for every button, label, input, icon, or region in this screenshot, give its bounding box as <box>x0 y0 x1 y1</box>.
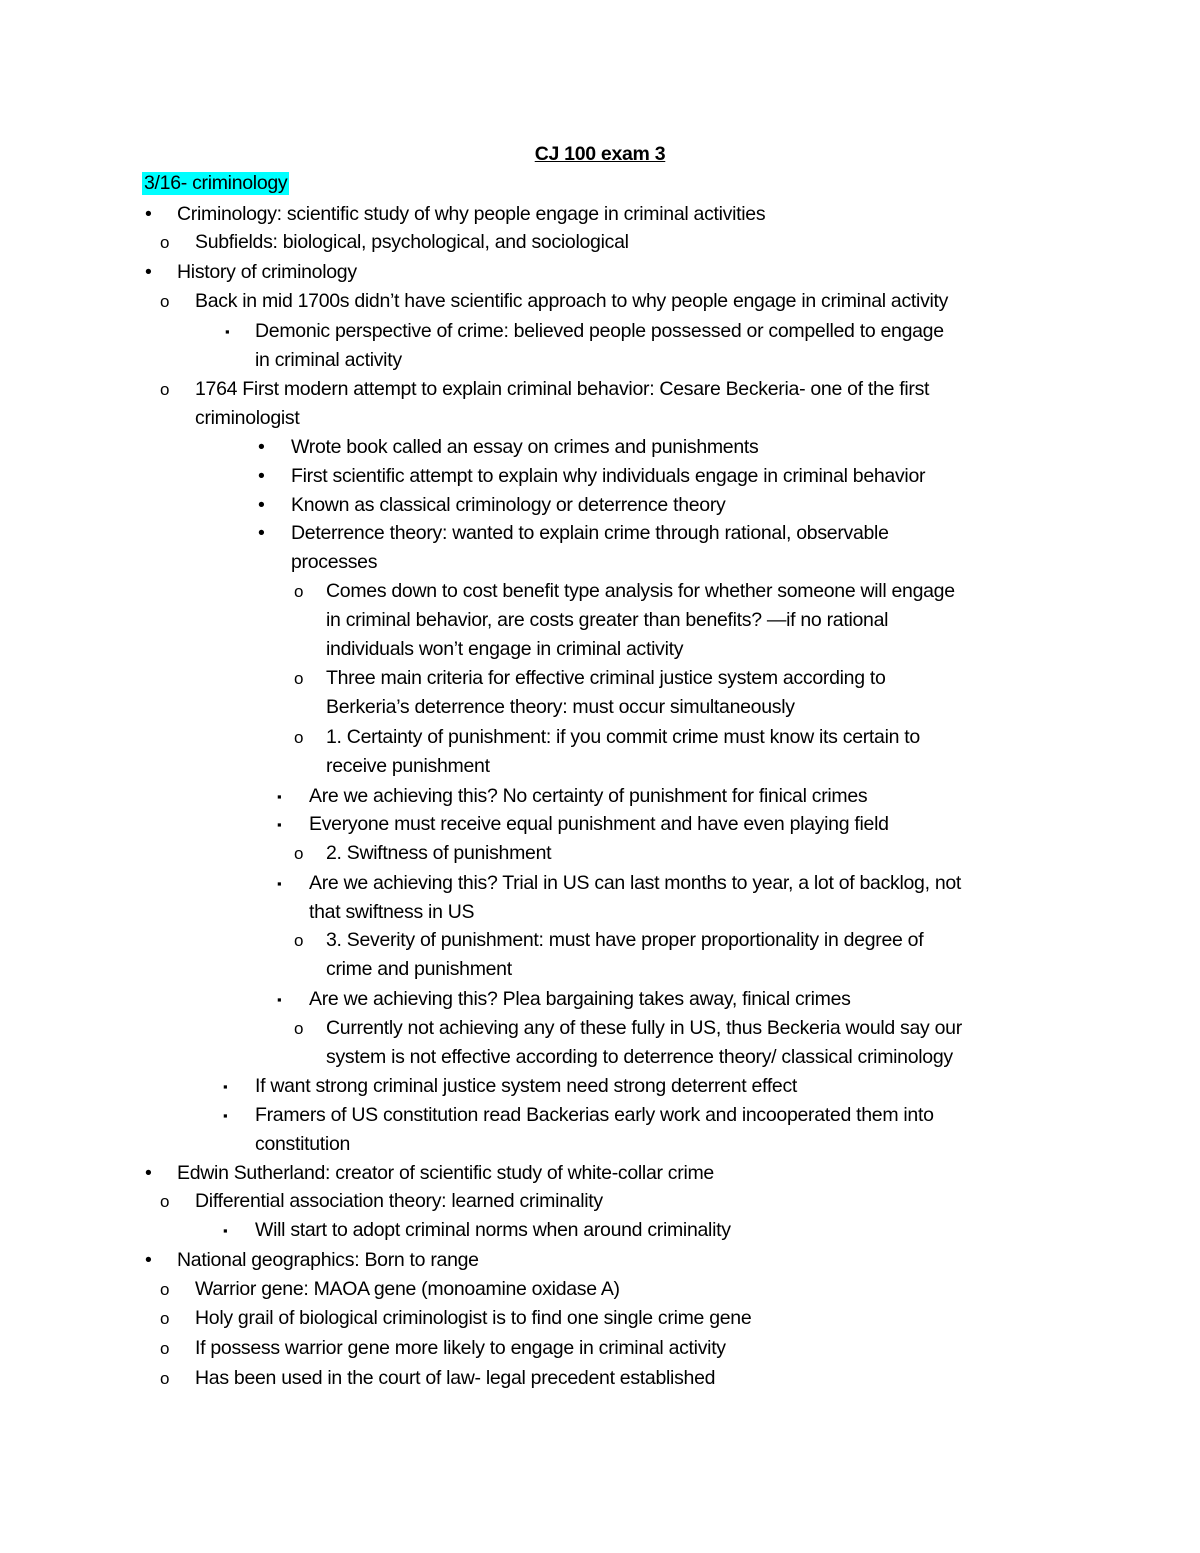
list-item-text: Berkeria’s deterrence theory: must occur simultaneously <box>326 696 795 718</box>
bullet-circle-icon: o <box>294 582 304 601</box>
bullet-disc-icon: • <box>145 203 152 225</box>
list-item-text: system is not effective according to deterrence theory/ classical criminology <box>326 1046 953 1068</box>
list-item-text: Are we achieving this? No certainty of punishment for finical crimes <box>309 785 868 807</box>
list-item-text: crime and punishment <box>326 958 512 980</box>
bullet-disc-icon: • <box>145 1249 152 1271</box>
list-item-text: Warrior gene: MAOA gene (monoamine oxidase A) <box>195 1278 620 1300</box>
bullet-circle-icon: o <box>160 380 170 399</box>
bullet-square-icon: ▪ <box>277 876 282 891</box>
list-item-text: National geographics: Born to range <box>177 1249 479 1271</box>
list-item-text: 1. Certainty of punishment: if you commit crime must know its certain to <box>326 726 920 748</box>
list-item-text: If possess warrior gene more likely to engage in criminal activity <box>195 1337 726 1359</box>
list-item-text: 1764 First modern attempt to explain criminal behavior: Cesare Beckeria- one of the first <box>195 378 930 400</box>
list-item-text: Back in mid 1700s didn’t have scientific approach to why people engage in criminal activity <box>195 290 949 312</box>
list-item-text: Has been used in the court of law- legal precedent established <box>195 1367 716 1389</box>
bullet-circle-icon: o <box>160 233 170 252</box>
list-item-text: Framers of US constitution read Backerias early work and incooperated them into <box>255 1104 934 1126</box>
list-item-text: Three main criteria for effective criminal justice system according to <box>326 667 886 689</box>
bullet-circle-icon: o <box>294 844 304 863</box>
list-item-text: in criminal behavior, are costs greater than benefits? —if no rational <box>326 609 889 631</box>
document-title: CJ 100 exam 3 <box>534 143 666 165</box>
list-item-text: in criminal activity <box>255 349 402 371</box>
bullet-disc-icon: • <box>145 261 152 283</box>
list-item-text: History of criminology <box>177 261 357 283</box>
bullet-disc-icon: • <box>258 436 265 458</box>
list-item-text: 3. Severity of punishment: must have proper proportionality in degree of <box>326 929 924 951</box>
list-item-text: Are we achieving this? Trial in US can last months to year, a lot of backlog, not <box>309 872 962 894</box>
list-item-text: Wrote book called an essay on crimes and punishments <box>291 436 759 458</box>
bullet-circle-icon: o <box>294 1019 304 1038</box>
bullet-circle-icon: o <box>160 1192 170 1211</box>
bullet-circle-icon: o <box>160 1309 170 1328</box>
list-item-text: Holy grail of biological criminologist is to find one single crime gene <box>195 1307 752 1329</box>
list-item-text: Are we achieving this? Plea bargaining takes away, finical crimes <box>309 988 851 1010</box>
bullet-disc-icon: • <box>145 1162 152 1184</box>
bullet-square-icon: ▪ <box>277 789 282 804</box>
list-item-text: Deterrence theory: wanted to explain crime through rational, observable <box>291 522 889 544</box>
list-item-text: Subfields: biological, psychological, and sociological <box>195 231 629 253</box>
list-item-text: individuals won’t engage in criminal activity <box>326 638 684 660</box>
list-item-text: Everyone must receive equal punishment and have even playing field <box>309 813 889 835</box>
bullet-circle-icon: o <box>160 292 170 311</box>
list-item-text: First scientific attempt to explain why individuals engage in criminal behavior <box>291 465 926 487</box>
bullet-disc-icon: • <box>258 522 265 544</box>
bullet-circle-icon: o <box>160 1339 170 1358</box>
list-item-text: processes <box>291 551 378 573</box>
bullet-square-icon: ▪ <box>223 1079 228 1094</box>
list-item-text: 2. Swiftness of punishment <box>326 842 552 864</box>
list-item-text: Will start to adopt criminal norms when around criminality <box>255 1219 731 1241</box>
list-item-text: receive punishment <box>326 755 490 777</box>
bullet-square-icon: ▪ <box>225 324 230 339</box>
bullet-circle-icon: o <box>294 728 304 747</box>
bullet-square-icon: ▪ <box>277 992 282 1007</box>
list-item-text: Demonic perspective of crime: believed people possessed or compelled to engage <box>255 320 944 342</box>
list-item-text: Edwin Sutherland: creator of scientific study of white-collar crime <box>177 1162 714 1184</box>
bullet-disc-icon: • <box>258 494 265 516</box>
list-item-text: Differential association theory: learned criminality <box>195 1190 603 1212</box>
bullet-square-icon: ▪ <box>223 1108 228 1123</box>
bullet-circle-icon: o <box>294 931 304 950</box>
bullet-disc-icon: • <box>258 465 265 487</box>
list-item-text: criminologist <box>195 407 300 429</box>
bullet-circle-icon: o <box>160 1369 170 1388</box>
bullet-circle-icon: o <box>294 669 304 688</box>
list-item-text: Comes down to cost benefit type analysis for whether someone will engage <box>326 580 955 602</box>
list-item-text: Currently not achieving any of these fully in US, thus Beckeria would say our <box>326 1017 962 1039</box>
list-item-text: If want strong criminal justice system need strong deterrent effect <box>255 1075 798 1097</box>
list-item-text: that swiftness in US <box>309 901 475 923</box>
list-item-text: Known as classical criminology or deterrence theory <box>291 494 726 516</box>
bullet-square-icon: ▪ <box>223 1223 228 1238</box>
list-item-text: constitution <box>255 1133 351 1155</box>
list-item-text: Criminology: scientific study of why people engage in criminal activities <box>177 203 766 225</box>
bullet-square-icon: ▪ <box>277 817 282 832</box>
bullet-circle-icon: o <box>160 1280 170 1299</box>
section-heading-highlighted: 3/16- criminology <box>144 172 288 194</box>
